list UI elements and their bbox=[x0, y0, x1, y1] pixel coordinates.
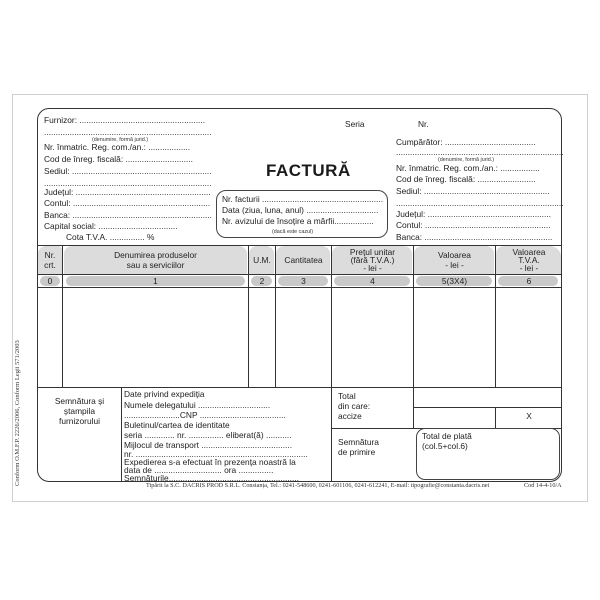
delivery-note-hint: (dacă este cazul) bbox=[272, 229, 314, 235]
header-value-currency: - lei - bbox=[445, 260, 464, 270]
supplier-reg-com-field[interactable]: Nr. înmatric. Reg. com./an.: .................. bbox=[44, 142, 191, 152]
supplier-county-field[interactable]: Județul: .......................................................... bbox=[44, 187, 211, 197]
dispatch-presence-label: Expedierea s-a efectuat în prezența noastră la bbox=[124, 457, 296, 467]
header-quantity: Cantitatea bbox=[284, 255, 323, 265]
signatures-field[interactable]: Semnăturile........................................................ bbox=[124, 473, 299, 483]
total-value-cell[interactable] bbox=[414, 388, 562, 407]
supplier-legal-form-note: (denumire, formă jurid.) bbox=[92, 137, 149, 143]
col-number-3: 3 bbox=[301, 276, 306, 286]
header-value: Valoarea bbox=[438, 250, 471, 260]
header-unit: U.M. bbox=[253, 255, 271, 265]
id-series-field[interactable]: seria ............. nr. ............... eliberat(ă) ........... bbox=[124, 430, 292, 440]
col-number-4: 4 bbox=[370, 276, 375, 286]
supplier-bank-field[interactable]: Banca: ............................................................ bbox=[44, 210, 213, 220]
id-card-label: Buletinul/cartea de identitate bbox=[124, 420, 230, 430]
total-label: Total bbox=[338, 391, 356, 401]
header-product-name-sub: sau a serviciilor bbox=[126, 260, 185, 270]
page-title: FACTURĂ bbox=[266, 161, 351, 180]
total-payment-label: Total de plată bbox=[422, 431, 472, 441]
bottom-divider bbox=[121, 387, 122, 482]
bottom-divider bbox=[331, 387, 332, 482]
cnp-field[interactable]: ........................CNP ..................................... bbox=[124, 410, 286, 420]
total-payment-formula: (col.5+col.6) bbox=[422, 441, 468, 451]
invoice-date-field[interactable]: Data (ziua, luna, anul) ............................... bbox=[222, 205, 379, 215]
excise-value-cell[interactable] bbox=[414, 408, 495, 428]
delivery-note-field[interactable]: Nr. avizului de însoțire a mărfii................. bbox=[222, 216, 374, 226]
header-product-name: Denumirea produselor bbox=[114, 250, 197, 260]
supplier-capital-field[interactable]: Capital social: .................................. bbox=[44, 221, 178, 231]
delegate-name-field[interactable]: Numele delegatului ............................... bbox=[124, 400, 271, 410]
buyer-county-field[interactable]: Județul: ..................................................... bbox=[396, 209, 551, 219]
col-divider bbox=[248, 245, 249, 387]
supplier-name-field[interactable]: Furnizor: ...................................................... bbox=[44, 115, 206, 125]
supplier-name-continuation[interactable]: ........................................................................ bbox=[44, 127, 212, 137]
excise-vat-x-mark: X bbox=[526, 411, 532, 421]
header-vat-value-sub: T.V.A. bbox=[518, 255, 540, 265]
buyer-address-field[interactable]: Sediul: ...................................................... bbox=[396, 186, 550, 196]
buyer-fiscal-code-field[interactable]: Cod de înreg. fiscală: ......................... bbox=[396, 174, 536, 184]
header-nr-sub: crt. bbox=[44, 260, 56, 270]
legal-reference-vertical bbox=[14, 472, 21, 486]
col-number-6: 6 bbox=[526, 276, 532, 286]
supplier-signature-label: Semnătura și bbox=[54, 396, 105, 406]
dispatch-title: Date privind expediția bbox=[124, 389, 205, 399]
buyer-account-field[interactable]: Contul: ...................................................... bbox=[396, 220, 551, 230]
buyer-name-field[interactable]: Cumpărător: ....................................... bbox=[396, 137, 536, 147]
buyer-legal-form-note: (denumire, formă jurid.) bbox=[438, 157, 495, 163]
vat-rate-field[interactable]: Cota T.V.A. ............... % bbox=[66, 232, 155, 242]
col-divider bbox=[275, 245, 276, 387]
form-code: Cod 14-4-10/A bbox=[524, 482, 562, 489]
dispatch-date-field[interactable]: data de ............................. ora ............... bbox=[124, 465, 274, 475]
supplier-account-field[interactable]: Contul: ........................................................... bbox=[44, 198, 211, 208]
buyer-reg-com-field[interactable]: Nr. înmatric. Reg. com./an.: ................. bbox=[396, 163, 540, 173]
header-vat-value: Valoarea bbox=[512, 247, 546, 257]
transport-field[interactable]: Mijlocul de transport ....................................... bbox=[124, 440, 293, 450]
buyer-address-continuation[interactable]: ........................................................................ bbox=[396, 198, 564, 208]
number-label: Nr. bbox=[418, 119, 429, 129]
col-number-1: 1 bbox=[153, 276, 158, 286]
supplier-address-continuation[interactable]: ........................................................................ bbox=[44, 178, 212, 188]
supplier-label: furnizorului bbox=[59, 416, 100, 426]
supplier-address-field[interactable]: Sediul: ............................................................ bbox=[44, 166, 212, 176]
invoice-number-field[interactable]: Nr. facturii .................................................... bbox=[222, 194, 384, 204]
col-number-2: 2 bbox=[259, 276, 265, 286]
table-top-line bbox=[37, 245, 562, 246]
transport-number-field[interactable]: nr. .......................................................................... bbox=[124, 449, 308, 459]
series-label: Seria bbox=[345, 119, 365, 129]
item-name-cell[interactable] bbox=[63, 288, 248, 387]
buyer-bank-field[interactable]: Banca: ....................................................... bbox=[396, 232, 553, 242]
printer-info: Tipărit la S.C. DACRIS PROD S.R.L. Constanța, Tel.: 0241-548600, 0241-601106, 0241-612241, E-mail: tipografie@constanta.dacris.net bbox=[146, 482, 490, 489]
header-unit-price-currency: - lei - bbox=[363, 263, 382, 273]
header-bottom-line bbox=[37, 274, 562, 275]
receipt-label: de primire bbox=[338, 447, 376, 457]
receipt-signature-label: Semnătura bbox=[338, 437, 379, 447]
col-number-5: 5(3X4) bbox=[441, 276, 468, 286]
col-number-0: 0 bbox=[47, 276, 53, 286]
buyer-name-continuation[interactable]: ........................................................................ bbox=[396, 147, 564, 157]
header-unit-price-sub: (fără T.V.A.) bbox=[350, 255, 395, 265]
header-vat-value-currency: - lei - bbox=[519, 263, 539, 273]
supplier-fiscal-code-field[interactable]: Cod de înreg. fiscală: ............................. bbox=[44, 154, 193, 164]
of-which-label: din care: bbox=[338, 401, 371, 411]
header-nr: Nr. bbox=[44, 250, 56, 260]
header-unit-price: Prețul unitar bbox=[349, 247, 396, 257]
supplier-stamp-label: ștampila bbox=[63, 406, 96, 416]
excise-label: accize bbox=[338, 411, 362, 421]
